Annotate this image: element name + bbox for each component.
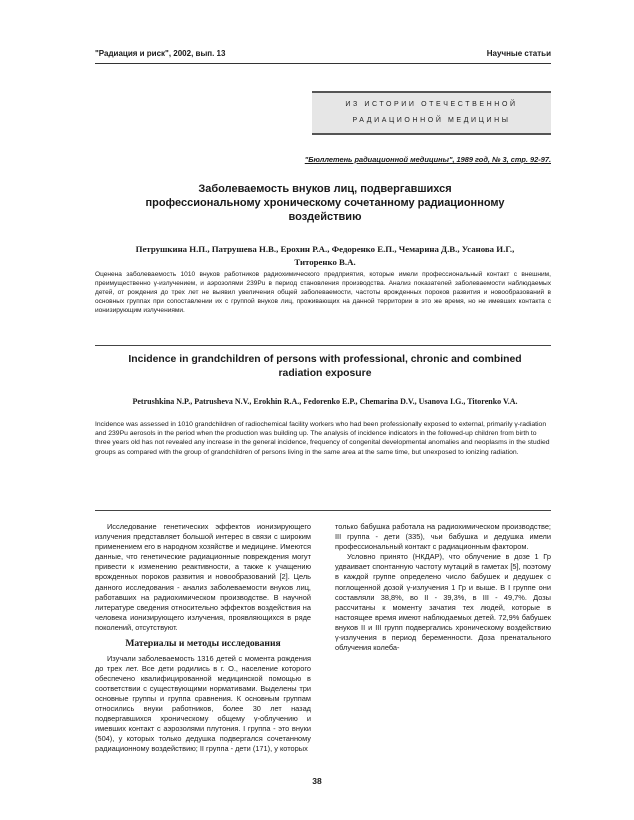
- methods-paragraph-1-continued: только бабушка работала на радиохимическом производстве; III группа - дети (335), чьи бабушка и дедушка имели профессиональный контакт с радиационным фактором.: [335, 522, 551, 552]
- article-title-ru: Заболеваемость внуков лиц, подвергавшихся профессиональному хроническому сочетанному радиационному воздействию: [145, 183, 505, 223]
- methods-heading: Материалы и методы исследования: [125, 638, 281, 650]
- journal-header: "Радиация и риск", 2002, вып. 13: [95, 49, 226, 58]
- page-number: 38: [312, 776, 322, 786]
- body-column-right: [335, 522, 551, 653]
- abstract-divider: [95, 510, 551, 511]
- authors-ru: Петрушкина Н.П., Патрушева Н.В., Ерохин Р.А., Федоренко Е.П., Чемарина Д.В., Усанова И.Г., Титоренко В.А.: [135, 244, 515, 267]
- banner-line-2: РАДИАЦИОННОЙ МЕДИЦИНЫ: [352, 117, 511, 124]
- header-divider: [95, 63, 551, 64]
- intro-paragraph: Исследование генетических эффектов ионизирующего излучения представляет большой интерес в связи с широким применением его в народном хозяйстве и медицине. Имеются данные, что генетические радиационные повреждения могут привести к изменению реактивности, а также к учащению врожденных пороков развития и новообразований [2]. Цель данного исследования - анализ заболеваемости внуков лиц, работавших на радиохимическом производстве. В научной литературе сведения относительно эффектов воздействия на человека ионизирующего излучения, проявляющихся в ряде поколений, отсутствуют.: [95, 522, 311, 632]
- abstract-ru: Оценена заболеваемость 1010 внуков работников радиохимического предприятия, которые имели профессиональный контакт с внешним, преимущественно γ-излучением, и аэрозолями 239Pu в период становления производства. Анализ показателей заболеваемости наблюдаемых детей, от рождения до трех лет не выявил увеличения общей заболеваемости, частоты врожденных пороков развития и новообразований в основных группах при сопоставлении их с группой внуков лиц, проживающих на данной территории в это же время, но не имевших контакта с ионизирующим излучениями.: [95, 271, 551, 314]
- section-divider: [95, 345, 551, 346]
- section-header: Научные статьи: [486, 49, 551, 58]
- history-banner: [312, 91, 551, 135]
- methods-paragraph-1-text: Изучали заболеваемость 1316 детей с момента рождения до трех лет. Все дети родились в г. О., население которого обеспечено квалифицированной медицинской помощью в соответствии с существующими нормативами. Выделены три основные группы и группа сравнения. К основным группам относились внуки работников, более 30 лет назад подвергавшихся хроническому общему γ-облучению и имевших контакт с аэрозолями плутония. I группа - это внуки (504), у которых только дедушка подвергался сочетанному радиационному воздействию; II группа - дети (171), у которых: [95, 653, 311, 754]
- methods-paragraph-1: [95, 654, 311, 755]
- authors-en: Petrushkina N.P., Patrusheva N.V., Erokhin R.A., Fedorenko E.P., Chemarina D.V., Usanova I.G., Titorenko V.A.: [132, 397, 518, 406]
- article-title-en: Incidence in grandchildren of persons with professional, chronic and combined radiation exposure: [128, 354, 522, 379]
- banner-line-1: ИЗ ИСТОРИИ ОТЕЧЕСТВЕННОЙ: [345, 101, 518, 108]
- methods-paragraph-2: Условно принято (НКДАР), что облучение в дозе 1 Гр удваивает спонтанную частоту мутаций в гаметах [5], поэтому в каждой группе определено число бабушек и дедушек с поглощенной дозой γ-излучения 1 Гр и выше. В I группе они составляли 38,8%, во II - 39,3%, в III - 49,7%. Дозы рассчитаны к моменту зачатия тех людей, которые в настоящее время имеют наблюдаемых детей. 72,9% бабушек внуков II и III групп подвергались хроническому воздействию γ-излучения в период беременности. Доза пренатального облучения колеба-: [335, 552, 551, 653]
- body-column-left: [95, 522, 311, 754]
- source-citation: "Бюллетень радиационной медицины", 1989 год, № 3, стр. 92-97.: [304, 155, 551, 164]
- abstract-en: Incidence was assessed in 1010 grandchildren of radiochemical facility workers who had been professionally exposed to external, primarily γ-radiation and 239Pu aerosols in the period when the production was building up. The analysis of incidence indicators in the followed-up children from birth to three years old has not revealed any increase in the general incidence, frequency of congenital developmental anomalies and neoplasms in the studied groups as compared with the group of grandchildren of persons living in the same area at the same time, but unexposed to ionizing radiation.: [95, 421, 550, 456]
